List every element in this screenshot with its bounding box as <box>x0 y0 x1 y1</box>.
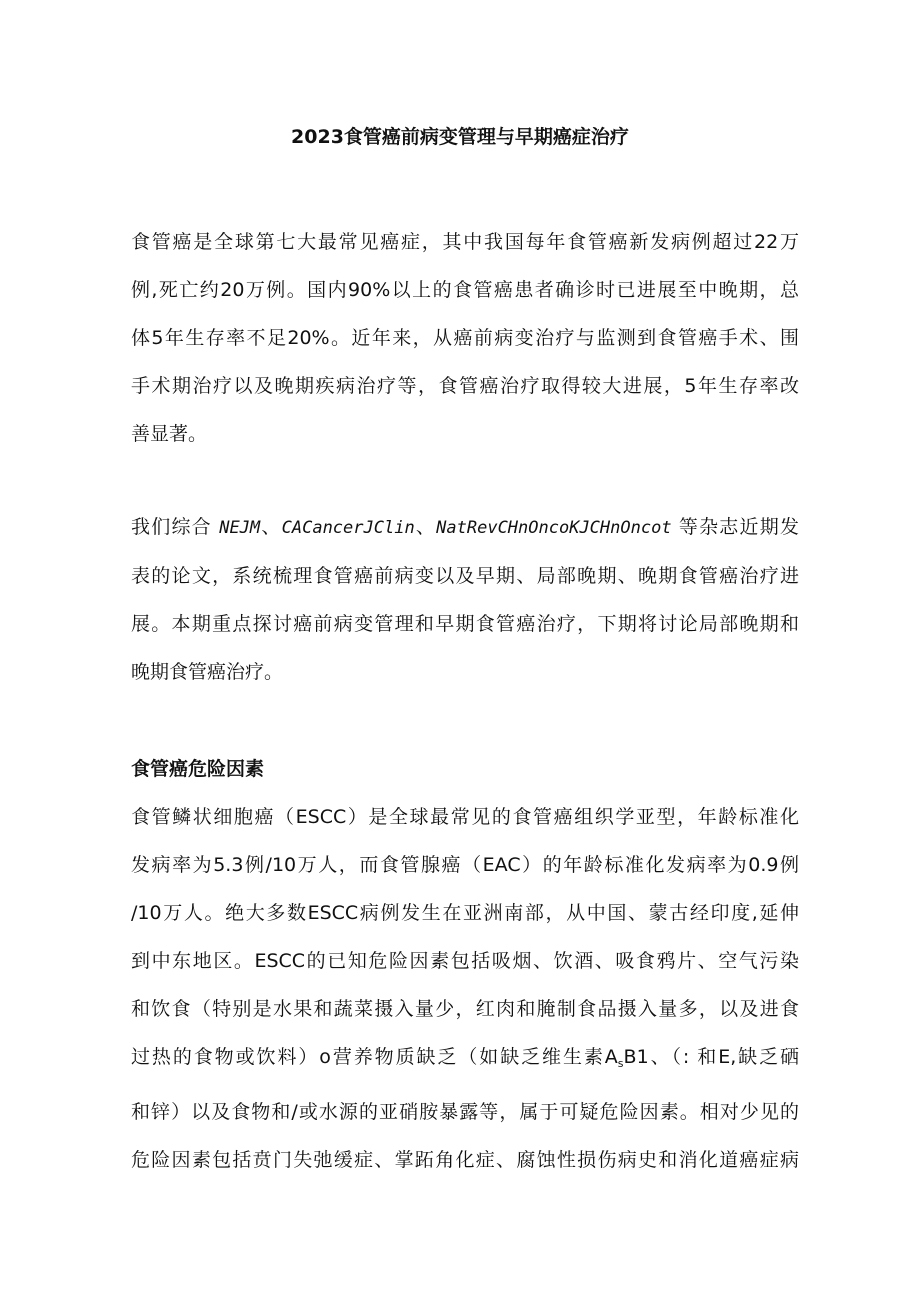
text-line: 食管癌是全球第七大最常见癌症，其中我国每年食管癌新发病例超过22万 <box>131 231 799 253</box>
sources-paragraph <box>131 503 799 696</box>
text-line: 危险因素包括贲门失弛缓症、掌跖角化症、腐蚀性损伤病史和消化道癌症病 <box>131 1149 799 1171</box>
text-line: 到中东地区。ESCC的已知危险因素包括吸烟、饮酒、吸食鸦片、空气污染 <box>131 950 799 972</box>
intro-paragraph <box>131 218 799 458</box>
text-line <box>131 1033 799 1088</box>
text-line: 和锌）以及食物和/或水源的亚硝胺暴露等，属于可疑危险因素。相对少见的 <box>131 1101 799 1123</box>
text-line: 例,死亡约20万例。国内90%以上的食管癌患者确诊时已进展至中晚期，总 <box>131 279 799 301</box>
text-line: 展。本期重点探讨癌前病变管理和早期食管癌治疗，下期将讨论局部晚期和 <box>131 613 799 635</box>
document-title: 2023食管癌前病变管理与早期癌症治疗 <box>291 126 629 148</box>
text-line: 和饮食（特别是水果和蔬菜摄入量少，红肉和腌制食品摄入量多，以及进食 <box>131 998 799 1020</box>
text-line: 晚期食管癌治疗。 <box>131 661 284 683</box>
text-line: 善显著。 <box>131 423 208 445</box>
vitamin-text-before: 过热的食物或饮料）o营养物质缺乏（如缺乏维生素A <box>131 1046 618 1068</box>
vitamin-subscript: s <box>617 1057 624 1070</box>
text-line: /10万人。绝大多数ESCC病例发生在亚洲南部，从中国、蒙古经印度,延伸 <box>131 902 799 924</box>
text-line <box>131 503 799 552</box>
sources-suffix: 等杂志近期发 <box>678 516 799 538</box>
vitamin-text-after: B1、（: 和E,缺乏硒 <box>623 1046 800 1068</box>
separator: 、 <box>260 516 282 538</box>
text-line: 食管鳞状细胞癌（ESCC）是全球最常见的食管癌组织学亚型，年龄标准化 <box>131 806 799 828</box>
text-line: 发病率为5.3例/10万人，而食管腺癌（EAC）的年龄标准化发病率为0.9例 <box>131 854 799 876</box>
section-heading: 食管癌危险因素 <box>131 758 265 780</box>
journal-name: NEJM <box>219 518 261 538</box>
text-line: 体5年生存率不足20%。近年来，从癌前病变治疗与监测到食管癌手术、围 <box>131 327 799 349</box>
text-line: 手术期治疗以及晚期疾病治疗等，食管癌治疗取得较大进展，5年生存率改 <box>131 375 799 397</box>
journal-name: CACancerJClin <box>281 518 415 538</box>
sources-prefix: 我们综合 <box>131 516 212 538</box>
journal-name: NatRevCHnOncoKJCHnOncot <box>436 518 672 538</box>
text-line: 表的论文，系统梳理食管癌前病变以及早期、局部晚期、晚期食管癌治疗进 <box>131 565 799 587</box>
risk-factors-paragraph <box>131 793 799 1184</box>
separator: 、 <box>414 516 437 538</box>
